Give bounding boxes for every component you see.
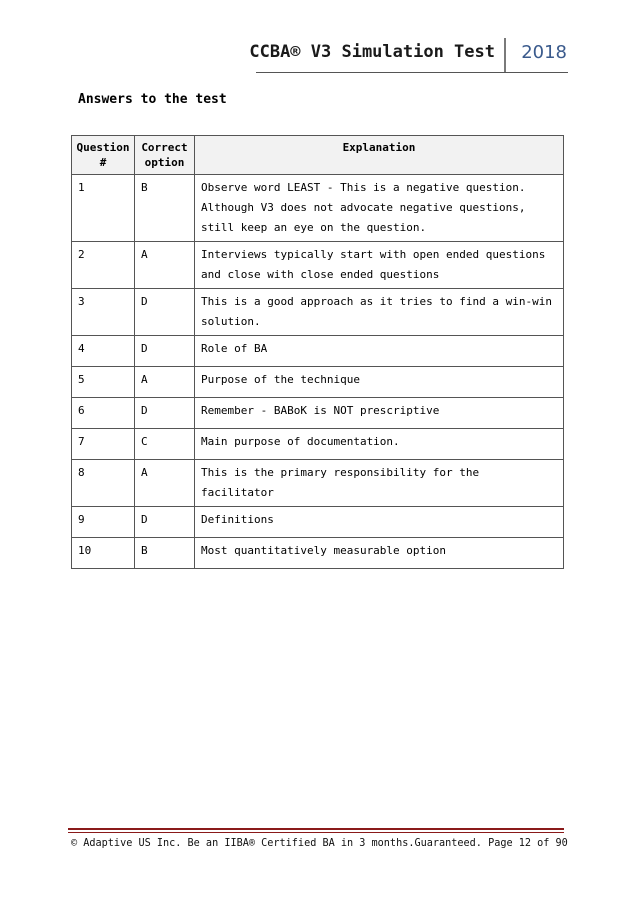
explanation: Main purpose of documentation. (195, 429, 564, 460)
question-number: 9 (72, 507, 135, 538)
correct-option: D (135, 336, 195, 367)
explanation: Definitions (195, 507, 564, 538)
question-number: 10 (72, 538, 135, 569)
question-number: 6 (72, 398, 135, 429)
correct-option: A (135, 367, 195, 398)
table-row (72, 398, 564, 429)
section-title: Answers to the test (78, 92, 227, 107)
table-row (72, 336, 564, 367)
column-header-explanation: Explanation (195, 136, 564, 175)
question-number: 5 (72, 367, 135, 398)
table-row (72, 367, 564, 398)
document-title: CCBA® V3 Simulation Test (249, 42, 495, 62)
question-number: 7 (72, 429, 135, 460)
table-row (72, 175, 564, 242)
table-row (72, 242, 564, 289)
correct-option: D (135, 507, 195, 538)
question-number: 3 (72, 289, 135, 336)
question-number: 1 (72, 175, 135, 242)
explanation: This is the primary responsibility for the facilitator (195, 460, 564, 507)
question-number: 8 (72, 460, 135, 507)
table-row (72, 289, 564, 336)
header-divider (504, 38, 506, 72)
correct-option: A (135, 242, 195, 289)
explanation: Purpose of the technique (195, 367, 564, 398)
explanation: Remember - BABoK is NOT prescriptive (195, 398, 564, 429)
footer-rule (68, 828, 564, 830)
correct-option: A (135, 460, 195, 507)
correct-option: D (135, 289, 195, 336)
correct-option: B (135, 175, 195, 242)
answers-table (71, 135, 564, 569)
footer-rule-thin (68, 832, 564, 833)
table-row (72, 460, 564, 507)
page-header (0, 36, 567, 74)
column-header-question: Question # (72, 136, 135, 175)
column-header-option: Correct option (135, 136, 195, 175)
explanation: Most quantitatively measurable option (195, 538, 564, 569)
table-header-row (72, 136, 564, 175)
table-row (72, 538, 564, 569)
explanation: Observe word LEAST - This is a negative question. Although V3 does not advocate negative questions, still keep an eye on the question. (195, 175, 564, 242)
table-row (72, 507, 564, 538)
table-row (72, 429, 564, 460)
page-footer: © Adaptive US Inc. Be an IIBA® Certified BA in 3 months.Guaranteed. Page 12 of 90 (71, 838, 568, 849)
explanation: This is a good approach as it tries to find a win-win solution. (195, 289, 564, 336)
header-rule (256, 72, 568, 73)
correct-option: C (135, 429, 195, 460)
explanation: Role of BA (195, 336, 564, 367)
correct-option: B (135, 538, 195, 569)
question-number: 4 (72, 336, 135, 367)
correct-option: D (135, 398, 195, 429)
document-year: 2018 (521, 42, 567, 63)
explanation: Interviews typically start with open ended questions and close with close ended questions (195, 242, 564, 289)
question-number: 2 (72, 242, 135, 289)
